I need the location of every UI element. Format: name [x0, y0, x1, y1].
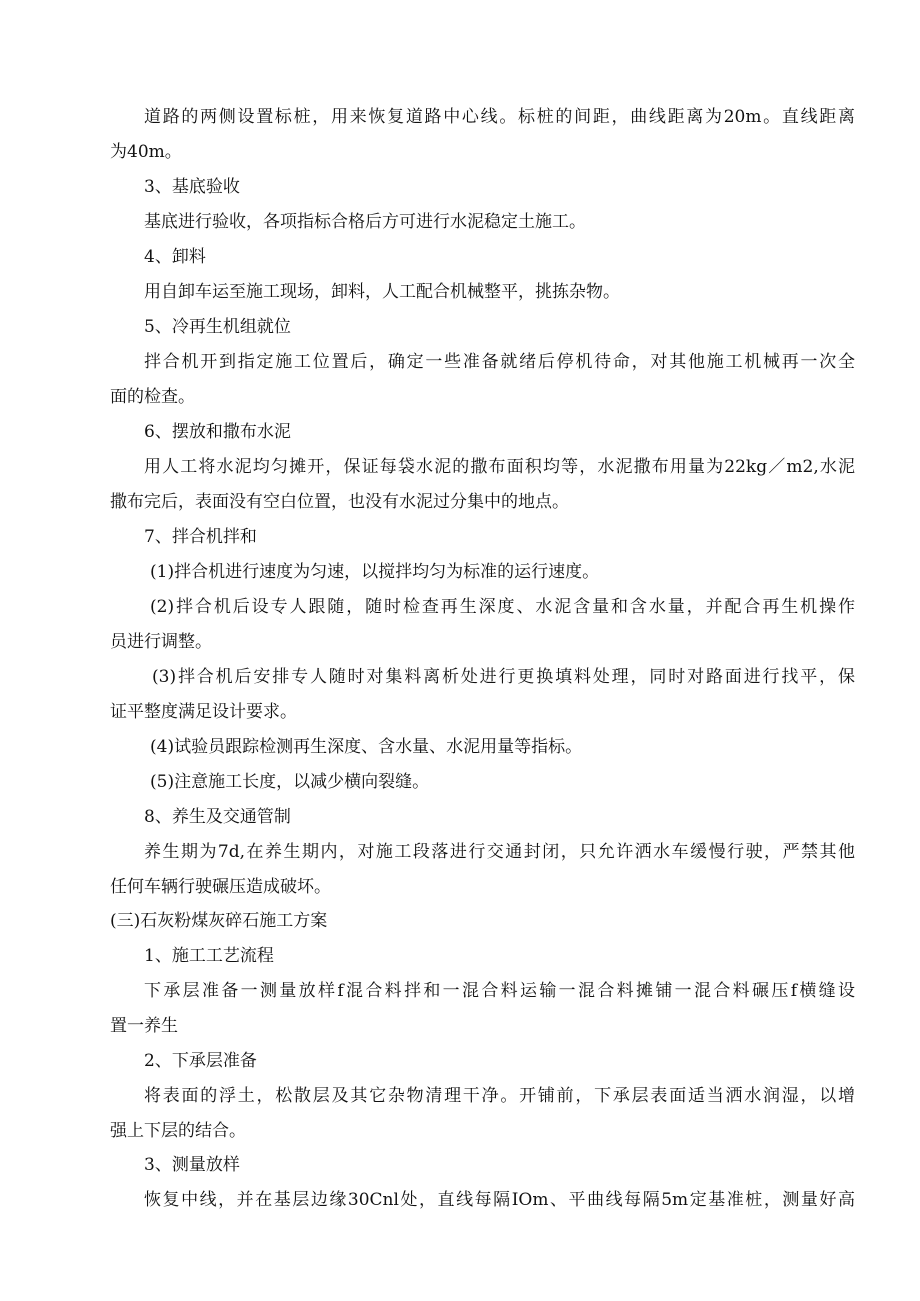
text-line: 为40m。 — [110, 141, 182, 162]
list-item-mixing-2 — [110, 590, 855, 659]
list-item-mixing-1 — [110, 555, 855, 590]
text-line: 5、冷再生机组就位 — [144, 317, 291, 337]
text-line: 强上下层的结合。 — [110, 1120, 246, 1141]
text-line: (5)注意施工长度，以减少横向裂缝。 — [150, 772, 430, 792]
paragraph-curing-traffic — [110, 835, 855, 904]
text-line: (3)拌合机后安排专人随时对集料离析处进行更换填料处理，同时对路面进行找平，保 — [152, 667, 855, 687]
paragraph-process-flow — [110, 974, 855, 1043]
text-line: 1、施工工艺流程 — [144, 946, 274, 966]
text-line: 任何车辆行驶碾压造成破坏。 — [110, 876, 331, 897]
text-line: 3、基底验收 — [144, 177, 240, 197]
text-line: 撒布完后，表面没有空白位置，也没有水泥过分集中的地点。 — [110, 491, 569, 512]
list-item-mixing-3 — [110, 660, 855, 729]
heading-unloading — [110, 240, 855, 275]
heading-cement-spreading — [110, 415, 855, 450]
text-line: 用人工将水泥均匀摊开，保证每袋水泥的撒布面积均等，水泥撒布用量为22kg／m2,水泥 — [144, 457, 855, 477]
text-line: 3、测量放样 — [144, 1155, 240, 1175]
list-item-mixing-5 — [110, 765, 855, 800]
text-line: 置一养生 — [110, 1015, 178, 1036]
text-line: 基底进行验收，各项指标合格后方可进行水泥稳定土施工。 — [144, 212, 586, 232]
text-line: 面的检查。 — [110, 386, 195, 407]
text-line: 员进行调整。 — [110, 631, 212, 652]
text-line: 恢复中线，并在基层边缘30Cnl处，直线每隔IOm、平曲线每隔5m定基准桩，测量好高 — [144, 1190, 855, 1210]
list-item-mixing-4 — [110, 730, 855, 765]
heading-recycler-positioning — [110, 310, 855, 345]
text-line: 4、卸料 — [144, 247, 206, 267]
text-line: 2、下承层准备 — [144, 1051, 257, 1071]
text-line: 道路的两侧设置标桩，用来恢复道路中心线。标桩的间距，曲线距离为20m。直线距离 — [144, 107, 855, 127]
heading-process-flow — [110, 939, 855, 974]
paragraph-marker-stakes — [110, 100, 855, 169]
text-line: (1)拌合机进行速度为匀速，以搅拌均匀为标准的运行速度。 — [150, 562, 600, 582]
heading-subgrade-prep — [110, 1044, 855, 1079]
heading-curing-traffic — [110, 800, 855, 835]
text-line: 7、拌合机拌和 — [144, 527, 257, 547]
text-line: (4)试验员跟踪检测再生深度、含水量、水泥用量等指标。 — [150, 737, 583, 757]
text-line: 用自卸车运至施工现场，卸料，人工配合机械整平，挑拣杂物。 — [144, 282, 620, 302]
text-line: 将表面的浮土，松散层及其它杂物清理干净。开铺前，下承层表面适当洒水润湿，以增 — [144, 1086, 855, 1106]
text-line: 下承层准备一测量放样f混合料拌和一混合料运输一混合料摊铺一混合料碾压f横缝设 — [144, 981, 855, 1001]
paragraph-subgrade-prep — [110, 1079, 855, 1148]
heading-base-acceptance — [110, 170, 855, 205]
section-heading-lime-flyash — [110, 904, 855, 939]
heading-mixing — [110, 520, 855, 555]
paragraph-cement-spreading — [110, 450, 855, 519]
text-line: 6、摆放和撒布水泥 — [144, 422, 291, 442]
text-line: 养生期为7d,在养生期内，对施工段落进行交通封闭，只允许洒水车缓慢行驶，严禁其他 — [144, 842, 855, 862]
text-line: 拌合机开到指定施工位置后，确定一些准备就绪后停机待命，对其他施工机械再一次全 — [144, 352, 855, 372]
text-line: (三)石灰粉煤灰碎石施工方案 — [110, 911, 328, 931]
paragraph-base-acceptance — [110, 205, 855, 240]
text-line: 证平整度满足设计要求。 — [110, 701, 297, 722]
paragraph-recycler-positioning — [110, 345, 855, 414]
text-line: (2)拌合机后设专人跟随，随时检查再生深度、水泥含量和含水量，并配合再生机操作 — [150, 597, 855, 617]
paragraph-unloading — [110, 275, 855, 310]
text-line: 8、养生及交通管制 — [144, 807, 291, 827]
heading-survey-layout — [110, 1148, 855, 1183]
paragraph-survey-layout — [110, 1183, 855, 1218]
